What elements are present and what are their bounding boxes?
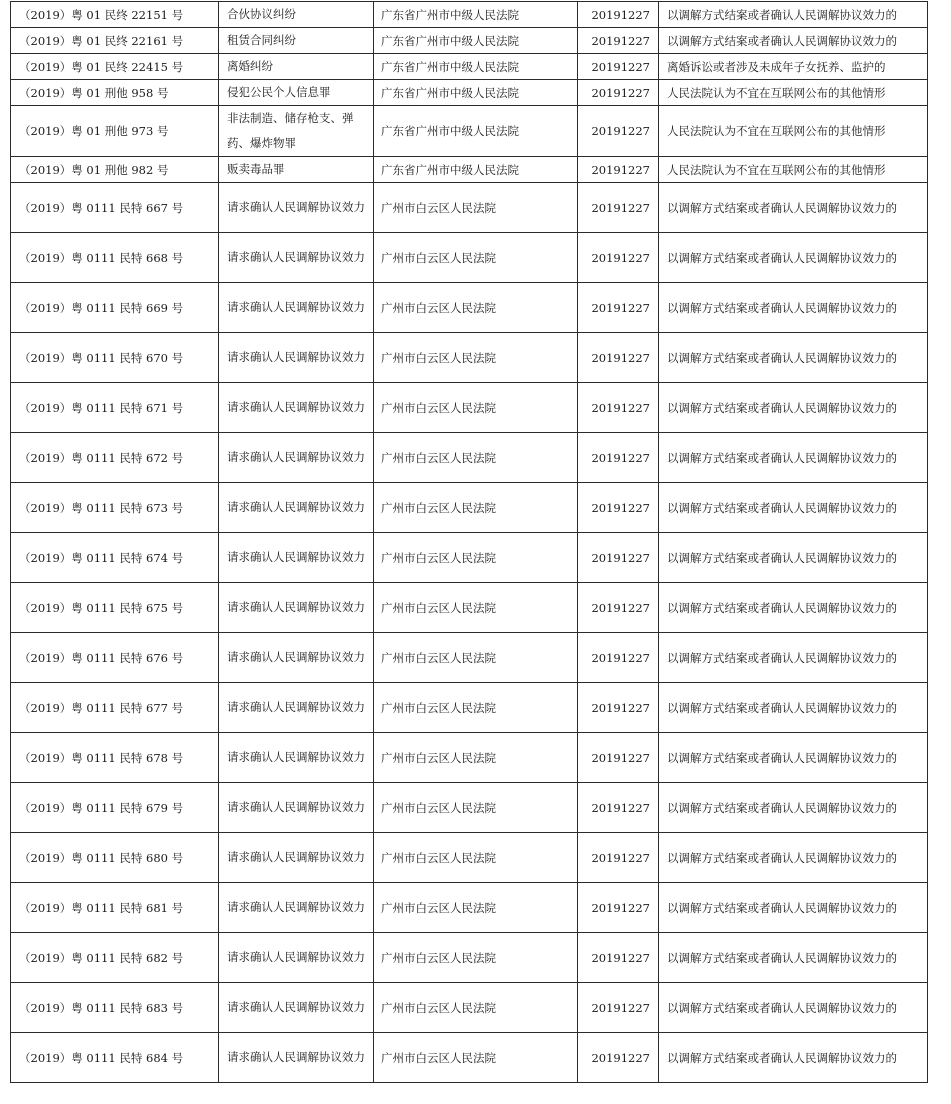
case-cause-cell: 请求确认人民调解协议效力 xyxy=(219,983,374,1033)
case-cause-cell: 请求确认人民调解协议效力 xyxy=(219,583,374,633)
publish-date-cell: 20191227 xyxy=(578,106,659,157)
publish-date-cell: 20191227 xyxy=(578,783,659,833)
table-row xyxy=(11,683,928,733)
table-row xyxy=(11,183,928,233)
withhold-reason-cell: 以调解方式结案或者确认人民调解协议效力的 xyxy=(659,683,928,733)
withhold-reason-cell: 以调解方式结案或者确认人民调解协议效力的 xyxy=(659,833,928,883)
table-row xyxy=(11,28,928,54)
publish-date-cell: 20191227 xyxy=(578,483,659,533)
case-number-cell: （2019）粤 0111 民特 683 号 xyxy=(11,983,219,1033)
table-row xyxy=(11,933,928,983)
case-number-cell: （2019）粤 0111 民特 673 号 xyxy=(11,483,219,533)
case-number-cell: （2019）粤 0111 民特 668 号 xyxy=(11,233,219,283)
case-number-cell: （2019）粤 01 刑他 973 号 xyxy=(11,106,219,157)
withhold-reason-cell: 以调解方式结案或者确认人民调解协议效力的 xyxy=(659,433,928,483)
case-cause-cell: 合伙协议纠纷 xyxy=(219,2,374,28)
case-number-cell: （2019）粤 0111 民特 672 号 xyxy=(11,433,219,483)
case-list-table xyxy=(10,1,928,1083)
court-name-cell: 广州市白云区人民法院 xyxy=(374,483,578,533)
publish-date-cell: 20191227 xyxy=(578,28,659,54)
court-name-cell: 广州市白云区人民法院 xyxy=(374,983,578,1033)
case-cause-cell: 请求确认人民调解协议效力 xyxy=(219,333,374,383)
publish-date-cell: 20191227 xyxy=(578,883,659,933)
court-name-cell: 广州市白云区人民法院 xyxy=(374,183,578,233)
withhold-reason-cell: 人民法院认为不宜在互联网公布的其他情形 xyxy=(659,106,928,157)
publish-date-cell: 20191227 xyxy=(578,283,659,333)
table-row xyxy=(11,233,928,283)
case-cause-cell: 非法制造、储存枪支、弹药、爆炸物罪 xyxy=(219,106,374,157)
case-cause-cell: 请求确认人民调解协议效力 xyxy=(219,433,374,483)
case-number-cell: （2019）粤 0111 民特 669 号 xyxy=(11,283,219,333)
case-cause-cell: 请求确认人民调解协议效力 xyxy=(219,733,374,783)
publish-date-cell: 20191227 xyxy=(578,333,659,383)
case-cause-cell: 租赁合同纠纷 xyxy=(219,28,374,54)
case-cause-cell: 请求确认人民调解协议效力 xyxy=(219,883,374,933)
court-name-cell: 广州市白云区人民法院 xyxy=(374,933,578,983)
withhold-reason-cell: 以调解方式结案或者确认人民调解协议效力的 xyxy=(659,783,928,833)
court-name-cell: 广东省广州市中级人民法院 xyxy=(374,106,578,157)
court-name-cell: 广东省广州市中级人民法院 xyxy=(374,54,578,80)
withhold-reason-cell: 离婚诉讼或者涉及未成年子女抚养、监护的 xyxy=(659,54,928,80)
case-cause-cell: 请求确认人民调解协议效力 xyxy=(219,383,374,433)
court-name-cell: 广州市白云区人民法院 xyxy=(374,683,578,733)
publish-date-cell: 20191227 xyxy=(578,1033,659,1083)
case-cause-cell: 请求确认人民调解协议效力 xyxy=(219,183,374,233)
case-list-body xyxy=(11,2,928,1083)
publish-date-cell: 20191227 xyxy=(578,233,659,283)
case-cause-cell: 请求确认人民调解协议效力 xyxy=(219,833,374,883)
withhold-reason-cell: 以调解方式结案或者确认人民调解协议效力的 xyxy=(659,483,928,533)
table-row xyxy=(11,783,928,833)
case-number-cell: （2019）粤 01 民终 22161 号 xyxy=(11,28,219,54)
court-name-cell: 广州市白云区人民法院 xyxy=(374,233,578,283)
table-row xyxy=(11,433,928,483)
withhold-reason-cell: 人民法院认为不宜在互联网公布的其他情形 xyxy=(659,80,928,106)
withhold-reason-cell: 以调解方式结案或者确认人民调解协议效力的 xyxy=(659,983,928,1033)
court-name-cell: 广东省广州市中级人民法院 xyxy=(374,157,578,183)
court-name-cell: 广东省广州市中级人民法院 xyxy=(374,2,578,28)
court-name-cell: 广州市白云区人民法院 xyxy=(374,533,578,583)
case-number-cell: （2019）粤 0111 民特 676 号 xyxy=(11,633,219,683)
withhold-reason-cell: 以调解方式结案或者确认人民调解协议效力的 xyxy=(659,283,928,333)
case-cause-cell: 离婚纠纷 xyxy=(219,54,374,80)
table-row xyxy=(11,883,928,933)
court-name-cell: 广州市白云区人民法院 xyxy=(374,433,578,483)
court-name-cell: 广州市白云区人民法院 xyxy=(374,283,578,333)
court-name-cell: 广州市白云区人民法院 xyxy=(374,333,578,383)
court-name-cell: 广州市白云区人民法院 xyxy=(374,833,578,883)
case-cause-cell: 请求确认人民调解协议效力 xyxy=(219,933,374,983)
case-cause-cell: 请求确认人民调解协议效力 xyxy=(219,233,374,283)
publish-date-cell: 20191227 xyxy=(578,983,659,1033)
court-name-cell: 广州市白云区人民法院 xyxy=(374,1033,578,1083)
case-cause-cell: 请求确认人民调解协议效力 xyxy=(219,783,374,833)
table-row xyxy=(11,157,928,183)
court-name-cell: 广州市白云区人民法院 xyxy=(374,383,578,433)
court-name-cell: 广州市白云区人民法院 xyxy=(374,633,578,683)
withhold-reason-cell: 以调解方式结案或者确认人民调解协议效力的 xyxy=(659,933,928,983)
withhold-reason-cell: 以调解方式结案或者确认人民调解协议效力的 xyxy=(659,733,928,783)
publish-date-cell: 20191227 xyxy=(578,433,659,483)
publish-date-cell: 20191227 xyxy=(578,183,659,233)
table-row xyxy=(11,2,928,28)
case-cause-cell: 请求确认人民调解协议效力 xyxy=(219,483,374,533)
publish-date-cell: 20191227 xyxy=(578,2,659,28)
court-name-cell: 广州市白云区人民法院 xyxy=(374,883,578,933)
case-cause-cell: 请求确认人民调解协议效力 xyxy=(219,533,374,583)
case-cause-cell: 请求确认人民调解协议效力 xyxy=(219,633,374,683)
withhold-reason-cell: 以调解方式结案或者确认人民调解协议效力的 xyxy=(659,2,928,28)
case-cause-cell: 请求确认人民调解协议效力 xyxy=(219,283,374,333)
table-row xyxy=(11,106,928,157)
publish-date-cell: 20191227 xyxy=(578,54,659,80)
court-name-cell: 广东省广州市中级人民法院 xyxy=(374,80,578,106)
case-number-cell: （2019）粤 0111 民特 681 号 xyxy=(11,883,219,933)
publish-date-cell: 20191227 xyxy=(578,733,659,783)
court-name-cell: 广州市白云区人民法院 xyxy=(374,783,578,833)
withhold-reason-cell: 以调解方式结案或者确认人民调解协议效力的 xyxy=(659,333,928,383)
case-cause-cell: 侵犯公民个人信息罪 xyxy=(219,80,374,106)
table-row xyxy=(11,80,928,106)
publish-date-cell: 20191227 xyxy=(578,633,659,683)
publish-date-cell: 20191227 xyxy=(578,383,659,433)
table-row xyxy=(11,333,928,383)
table-row xyxy=(11,1033,928,1083)
table-row xyxy=(11,833,928,883)
publish-date-cell: 20191227 xyxy=(578,833,659,883)
case-number-cell: （2019）粤 01 刑他 958 号 xyxy=(11,80,219,106)
case-number-cell: （2019）粤 0111 民特 684 号 xyxy=(11,1033,219,1083)
publish-date-cell: 20191227 xyxy=(578,157,659,183)
table-row xyxy=(11,583,928,633)
withhold-reason-cell: 以调解方式结案或者确认人民调解协议效力的 xyxy=(659,1033,928,1083)
publish-date-cell: 20191227 xyxy=(578,933,659,983)
withhold-reason-cell: 以调解方式结案或者确认人民调解协议效力的 xyxy=(659,183,928,233)
court-name-cell: 广州市白云区人民法院 xyxy=(374,583,578,633)
case-cause-cell: 请求确认人民调解协议效力 xyxy=(219,1033,374,1083)
case-number-cell: （2019）粤 0111 民特 667 号 xyxy=(11,183,219,233)
table-row xyxy=(11,483,928,533)
case-number-cell: （2019）粤 01 民终 22415 号 xyxy=(11,54,219,80)
withhold-reason-cell: 以调解方式结案或者确认人民调解协议效力的 xyxy=(659,583,928,633)
withhold-reason-cell: 以调解方式结案或者确认人民调解协议效力的 xyxy=(659,233,928,283)
case-number-cell: （2019）粤 0111 民特 677 号 xyxy=(11,683,219,733)
withhold-reason-cell: 以调解方式结案或者确认人民调解协议效力的 xyxy=(659,883,928,933)
case-number-cell: （2019）粤 0111 民特 680 号 xyxy=(11,833,219,883)
court-name-cell: 广州市白云区人民法院 xyxy=(374,733,578,783)
table-row xyxy=(11,633,928,683)
case-number-cell: （2019）粤 01 刑他 982 号 xyxy=(11,157,219,183)
case-number-cell: （2019）粤 0111 民特 671 号 xyxy=(11,383,219,433)
table-row xyxy=(11,733,928,783)
case-number-cell: （2019）粤 01 民终 22151 号 xyxy=(11,2,219,28)
table-row xyxy=(11,533,928,583)
withhold-reason-cell: 以调解方式结案或者确认人民调解协议效力的 xyxy=(659,533,928,583)
publish-date-cell: 20191227 xyxy=(578,533,659,583)
withhold-reason-cell: 以调解方式结案或者确认人民调解协议效力的 xyxy=(659,383,928,433)
table-row xyxy=(11,983,928,1033)
case-number-cell: （2019）粤 0111 民特 679 号 xyxy=(11,783,219,833)
case-cause-cell: 请求确认人民调解协议效力 xyxy=(219,683,374,733)
withhold-reason-cell: 以调解方式结案或者确认人民调解协议效力的 xyxy=(659,633,928,683)
case-number-cell: （2019）粤 0111 民特 674 号 xyxy=(11,533,219,583)
withhold-reason-cell: 人民法院认为不宜在互联网公布的其他情形 xyxy=(659,157,928,183)
case-number-cell: （2019）粤 0111 民特 678 号 xyxy=(11,733,219,783)
court-name-cell: 广东省广州市中级人民法院 xyxy=(374,28,578,54)
table-row xyxy=(11,283,928,333)
publish-date-cell: 20191227 xyxy=(578,80,659,106)
publish-date-cell: 20191227 xyxy=(578,583,659,633)
case-cause-cell: 贩卖毒品罪 xyxy=(219,157,374,183)
table-row xyxy=(11,54,928,80)
table-row xyxy=(11,383,928,433)
case-number-cell: （2019）粤 0111 民特 670 号 xyxy=(11,333,219,383)
publish-date-cell: 20191227 xyxy=(578,683,659,733)
case-number-cell: （2019）粤 0111 民特 682 号 xyxy=(11,933,219,983)
withhold-reason-cell: 以调解方式结案或者确认人民调解协议效力的 xyxy=(659,28,928,54)
case-number-cell: （2019）粤 0111 民特 675 号 xyxy=(11,583,219,633)
